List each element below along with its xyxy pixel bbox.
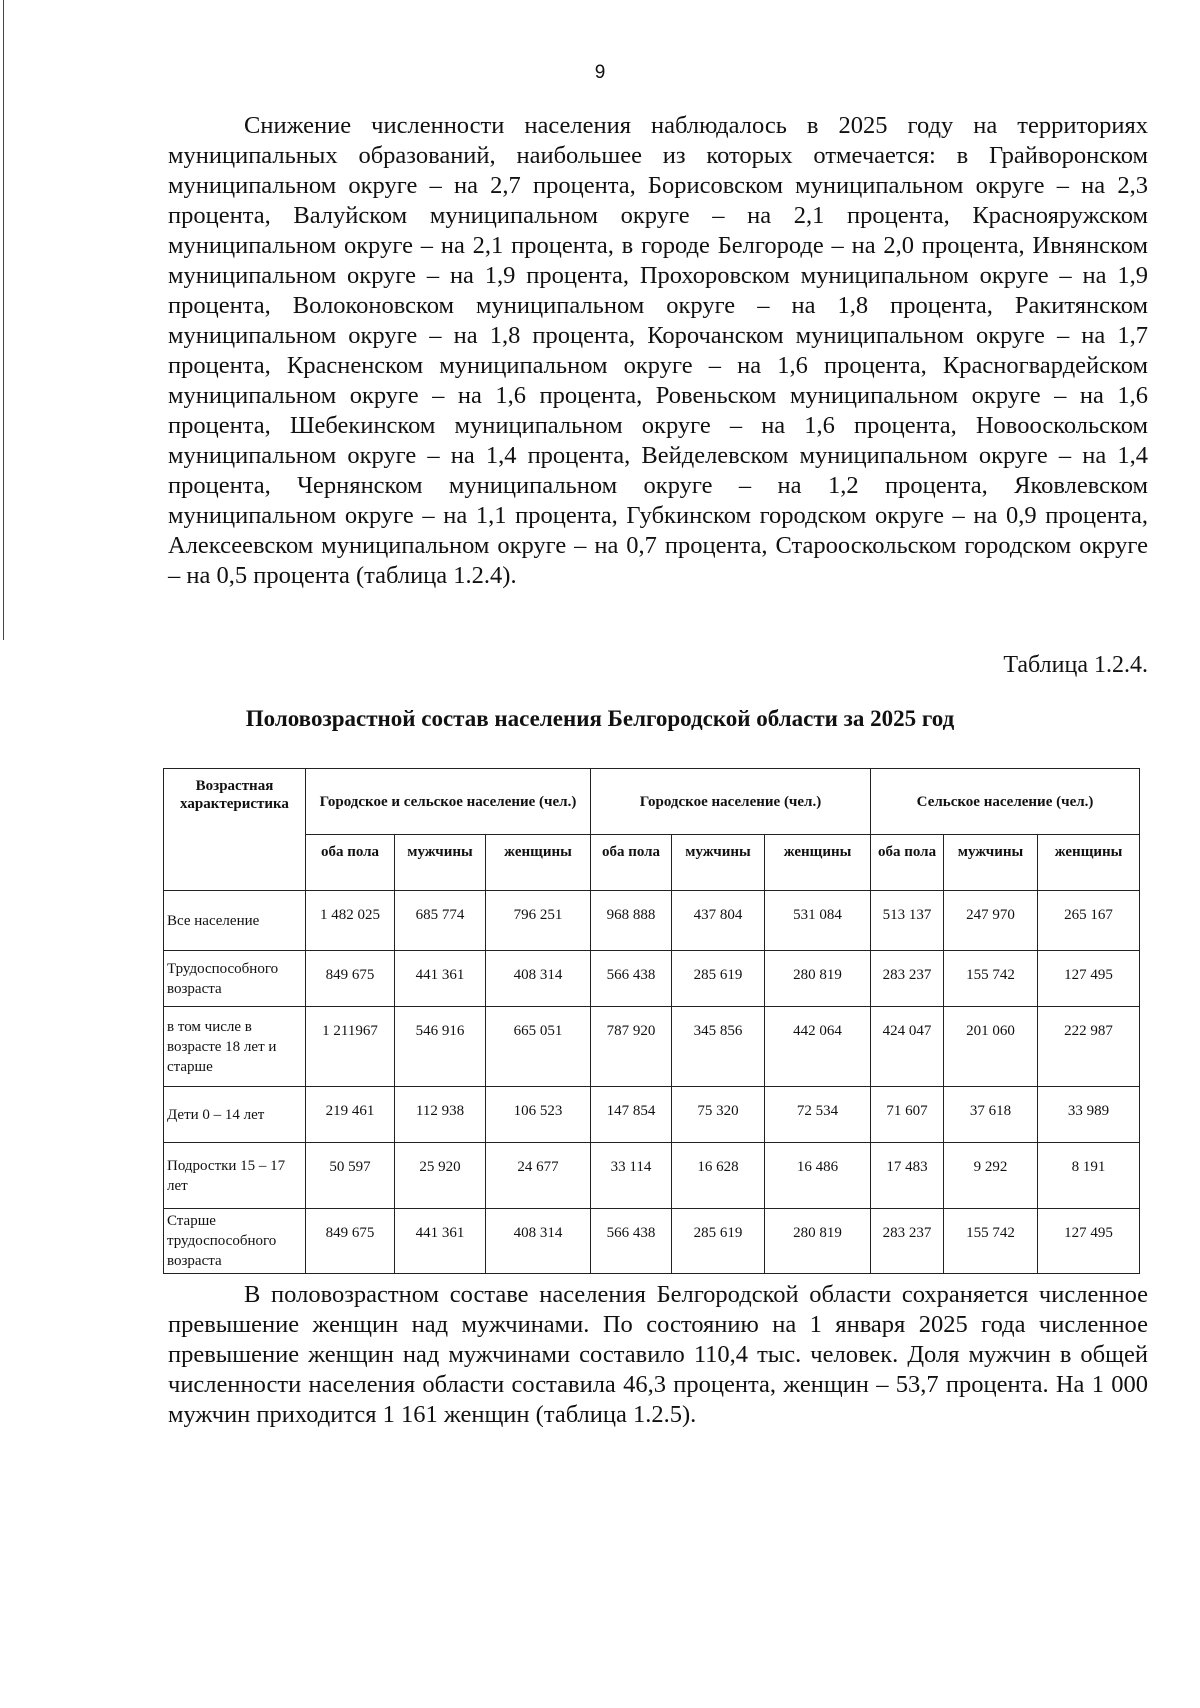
table-row xyxy=(164,1143,1140,1209)
table-cell: 219 461 xyxy=(306,1087,395,1143)
page-number: 9 xyxy=(594,62,606,83)
table-cell: 441 361 xyxy=(395,951,486,1007)
table-cell: 155 742 xyxy=(944,951,1038,1007)
paragraph-text: Снижение численности населения наблюдалось в 2025 году на территориях муниципальных образований, наибольшее из которых отмечается: в Грайворонском муниципальном округе – на 2,7 процента, Борисовском муниципальном округе – на 2,3 процента, Валуйском муниципальном округе – на 2,1 процента, Краснояружском муниципальном округе – на 2,1 процента, в городе Белгороде – на 2,0 процента, Ивнянском муниципальном округе – на 1,9 процента, Прохоровском муниципальном округе – на 1,9 процента, Волоконовском муниципальном округе – на 1,8 процента, Ракитянском муниципальном округе – на 1,8 процента, Корочанском муниципальном округе – на 1,7 процента, Красненском муниципальном округе – на 1,6 процента, Красногвардейском муниципальном округе – на 1,6 процента, Ровеньском муниципальном округе – на 1,6 процента, Шебекинском муниципальном округе – на 1,6 процента, Новооскольском муниципальном округе – на 1,4 процента, Вейделевском муниципальном округе – на 1,4 процента, Чернянском муниципальном округе – на 1,2 процента, Яковлевском муниципальном округе – на 1,1 процента, Губкинском городском округе – на 0,9 процента, Алексеевском муниципальном округе – на 0,7 процента, Старооскольском городском округе – на 0,5 процента (таблица 1.2.4). xyxy=(168,112,1148,589)
table-cell: 531 084 xyxy=(765,891,871,951)
table-cell: 112 938 xyxy=(395,1087,486,1143)
intro-paragraph xyxy=(168,111,1148,591)
table-cell: 1 211967 xyxy=(306,1007,395,1087)
table-cell: 33 989 xyxy=(1038,1087,1140,1143)
row-label: в том числе в возрасте 18 лет и старше xyxy=(164,1007,306,1087)
table-cell: 849 675 xyxy=(306,951,395,1007)
row-label: Дети 0 – 14 лет xyxy=(164,1087,306,1143)
row-label: Подростки 15 – 17 лет xyxy=(164,1143,306,1209)
table-row xyxy=(164,1209,1140,1274)
table-cell: 441 361 xyxy=(395,1209,486,1274)
table-cell: 787 920 xyxy=(591,1007,672,1087)
paragraph-text: В половозрастном составе населения Белгородской области сохраняется численное превышение женщин над мужчинами. По состоянию на 1 января 2025 года численное превышение женщин над мужчинами составило 110,4 тыс. человек. Доля мужчин в общей численности населения области составила 46,3 процента, женщин – 53,7 процента. На 1 000 мужчин приходится 1 161 женщин (таблица 1.2.5). xyxy=(168,1281,1148,1428)
table-cell: 968 888 xyxy=(591,891,672,951)
table-cell: 50 597 xyxy=(306,1143,395,1209)
sub-header: женщины xyxy=(486,835,591,891)
table-cell: 16 628 xyxy=(672,1143,765,1209)
table-cell: 665 051 xyxy=(486,1007,591,1087)
table-row xyxy=(164,951,1140,1007)
group-header-total: Городское и сельское население (чел.) xyxy=(306,769,591,835)
sub-header: мужчины xyxy=(395,835,486,891)
table-cell: 685 774 xyxy=(395,891,486,951)
table-cell: 408 314 xyxy=(486,1209,591,1274)
table-cell: 106 523 xyxy=(486,1087,591,1143)
table-cell: 16 486 xyxy=(765,1143,871,1209)
table-cell: 408 314 xyxy=(486,951,591,1007)
sub-header: оба пола xyxy=(591,835,672,891)
conclusion-paragraph xyxy=(168,1280,1148,1430)
table-cell: 25 920 xyxy=(395,1143,486,1209)
table-cell: 9 292 xyxy=(944,1143,1038,1209)
table-cell: 155 742 xyxy=(944,1209,1038,1274)
table-cell: 442 064 xyxy=(765,1007,871,1087)
table-cell: 566 438 xyxy=(591,1209,672,1274)
table-cell: 127 495 xyxy=(1038,951,1140,1007)
table-cell: 17 483 xyxy=(871,1143,944,1209)
table-cell: 222 987 xyxy=(1038,1007,1140,1087)
table-cell: 247 970 xyxy=(944,891,1038,951)
table-cell: 424 047 xyxy=(871,1007,944,1087)
row-label: Все население xyxy=(164,891,306,951)
table-cell: 72 534 xyxy=(765,1087,871,1143)
sub-header: оба пола xyxy=(871,835,944,891)
sub-header: мужчины xyxy=(672,835,765,891)
table-title: Половозрастной состав населения Белгородской области за 2025 год xyxy=(245,706,955,731)
corner-header: Возрастная характеристика xyxy=(164,769,306,891)
table-label: Таблица 1.2.4. xyxy=(1003,652,1148,678)
table-cell: 24 677 xyxy=(486,1143,591,1209)
table-body xyxy=(164,891,1140,1274)
table-cell: 285 619 xyxy=(672,951,765,1007)
group-header-urban: Городское население (чел.) xyxy=(591,769,871,835)
table-cell: 280 819 xyxy=(765,951,871,1007)
table-cell: 283 237 xyxy=(871,1209,944,1274)
table-cell: 546 916 xyxy=(395,1007,486,1087)
scan-edge-line xyxy=(3,0,4,640)
table-cell: 280 819 xyxy=(765,1209,871,1274)
table-cell: 147 854 xyxy=(591,1087,672,1143)
table-cell: 437 804 xyxy=(672,891,765,951)
table-row xyxy=(164,891,1140,951)
row-label: Старше трудоспособного возраста xyxy=(164,1209,306,1274)
table-cell: 75 320 xyxy=(672,1087,765,1143)
sub-header: женщины xyxy=(765,835,871,891)
row-label: Трудоспособного возраста xyxy=(164,951,306,1007)
table-cell: 345 856 xyxy=(672,1007,765,1087)
population-table xyxy=(163,768,1140,1274)
table-cell: 513 137 xyxy=(871,891,944,951)
table-cell: 127 495 xyxy=(1038,1209,1140,1274)
table-cell: 1 482 025 xyxy=(306,891,395,951)
table-cell: 71 607 xyxy=(871,1087,944,1143)
table-cell: 265 167 xyxy=(1038,891,1140,951)
sub-header: мужчины xyxy=(944,835,1038,891)
table-row xyxy=(164,1087,1140,1143)
sub-header: оба пола xyxy=(306,835,395,891)
table-cell: 796 251 xyxy=(486,891,591,951)
table-cell: 849 675 xyxy=(306,1209,395,1274)
group-header-rural: Сельское население (чел.) xyxy=(871,769,1140,835)
table-cell: 201 060 xyxy=(944,1007,1038,1087)
table-cell: 566 438 xyxy=(591,951,672,1007)
table-cell: 285 619 xyxy=(672,1209,765,1274)
table-cell: 33 114 xyxy=(591,1143,672,1209)
table-cell: 283 237 xyxy=(871,951,944,1007)
table-cell: 37 618 xyxy=(944,1087,1038,1143)
sub-header: женщины xyxy=(1038,835,1140,891)
table-cell: 8 191 xyxy=(1038,1143,1140,1209)
table-row xyxy=(164,1007,1140,1087)
